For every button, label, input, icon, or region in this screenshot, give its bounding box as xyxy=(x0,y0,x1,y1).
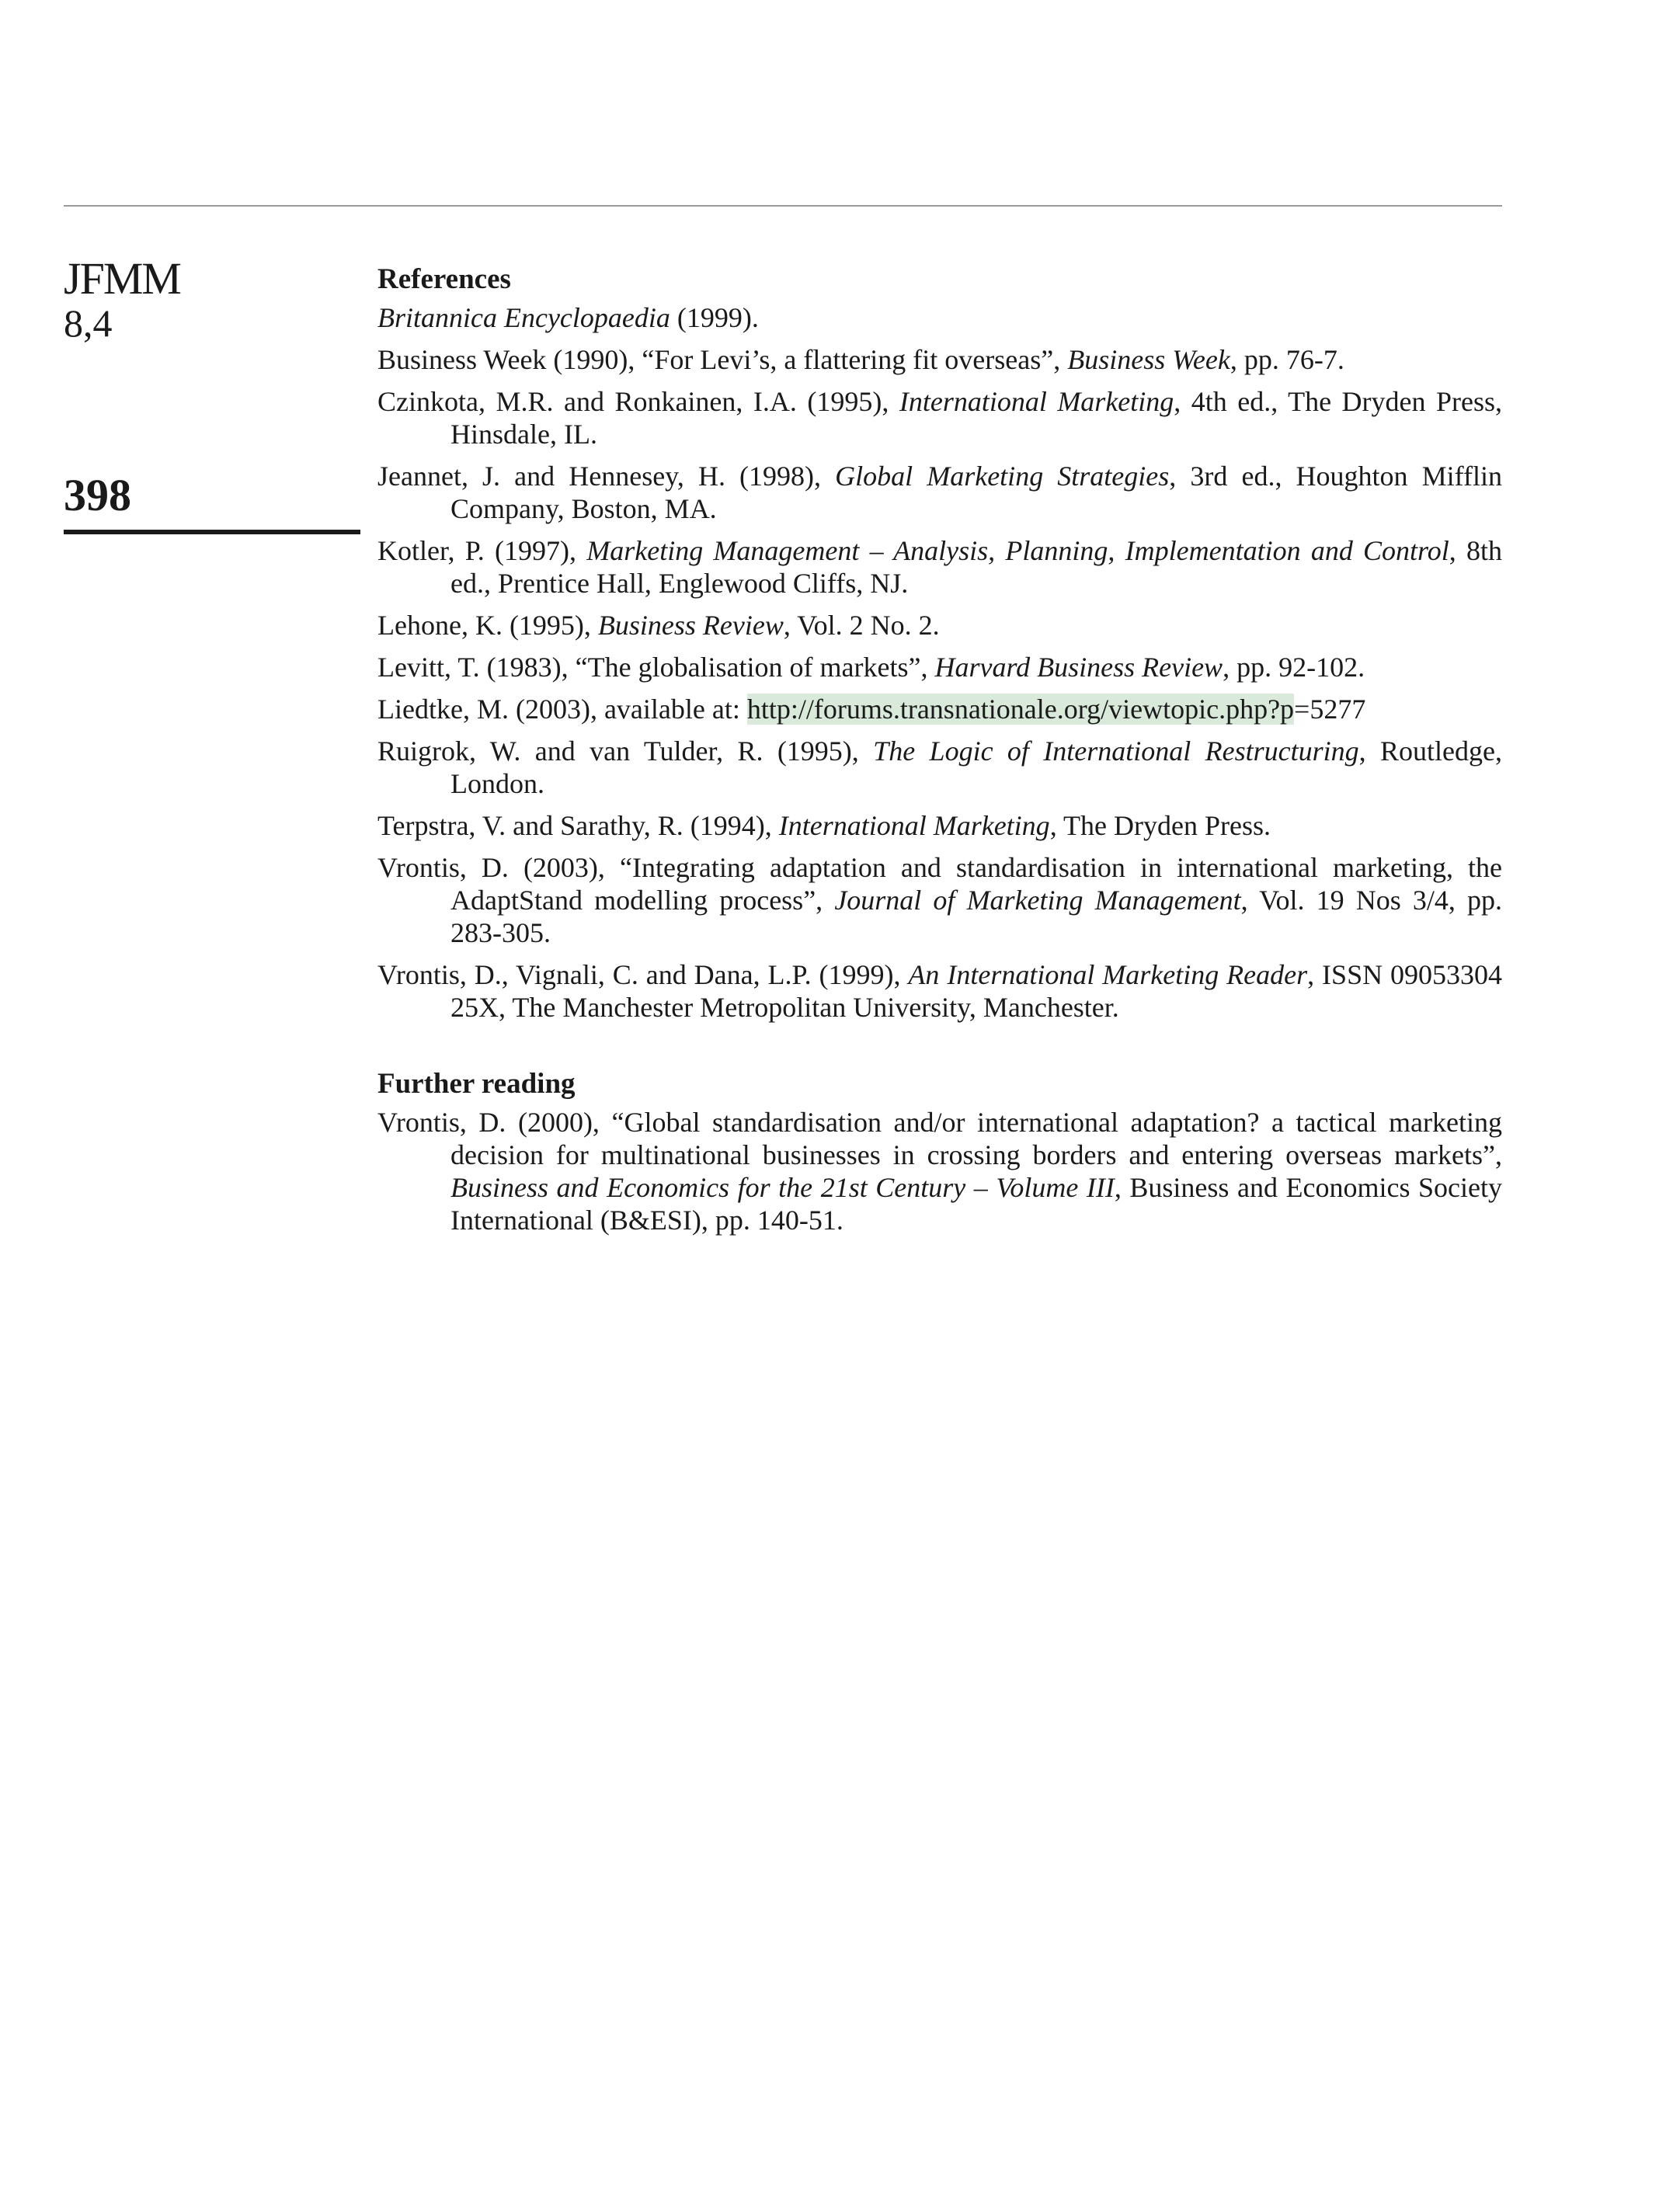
reference-text: Vrontis, D. (2000), “Global standardisation and/or international adaptation? a tactical marketing decision for multinational businesses in crossing borders and entering overseas markets”, xyxy=(377,1107,1502,1170)
further-reading-section xyxy=(377,1066,1502,1236)
reference-text: , Routledge, London. xyxy=(450,735,1502,799)
further-reading-heading: Further reading xyxy=(377,1068,576,1100)
reference-title: International Marketing xyxy=(778,810,1050,841)
reference-text: Levitt, T. (1983), “The globalisation of markets”, xyxy=(377,652,935,683)
reference-text: Kotler, P. (1997), xyxy=(377,535,587,566)
reference-text: , 4th ed., The Dryden Press, Hinsdale, IL. xyxy=(450,386,1502,450)
reference-title: An International Marketing Reader xyxy=(908,959,1308,990)
reference-entry xyxy=(377,735,1502,800)
main-content xyxy=(377,261,1502,1246)
reference-entry xyxy=(377,1106,1502,1236)
reference-entry xyxy=(377,651,1502,683)
reference-title: International Marketing xyxy=(899,386,1174,417)
reference-title: Britannica Encyclopaedia xyxy=(377,302,670,333)
journal-volume-issue: 8,4 xyxy=(64,301,113,345)
reference-entry xyxy=(377,460,1502,525)
reference-entry xyxy=(377,851,1502,949)
reference-text: Business Week (1990), “For Levi’s, a flattering fit overseas”, xyxy=(377,344,1068,375)
reference-title: Marketing Management – Analysis, Planning, Implementation and Control xyxy=(586,535,1449,566)
header-rule xyxy=(64,205,1502,207)
reference-text: Terpstra, V. and Sarathy, R. (1994), xyxy=(377,810,779,841)
reference-title: Harvard Business Review xyxy=(934,652,1223,683)
references-section xyxy=(377,261,1502,1024)
page-margin xyxy=(64,253,360,520)
reference-entry xyxy=(377,958,1502,1024)
reference-entry xyxy=(377,301,1502,334)
references-heading: References xyxy=(377,263,511,295)
reference-title: Business Week xyxy=(1067,344,1230,375)
reference-title: Global Marketing Strategies xyxy=(835,461,1170,492)
reference-title: Journal of Marketing Management xyxy=(834,885,1241,916)
reference-text: , Vol. 2 No. 2. xyxy=(783,610,940,641)
page-number-rule xyxy=(64,530,360,534)
page-number: 398 xyxy=(64,470,131,520)
reference-title: Business Review xyxy=(597,610,784,641)
further-reading-list xyxy=(377,1106,1502,1236)
reference-text: , The Dryden Press. xyxy=(1049,810,1271,841)
reference-text: , pp. 76-7. xyxy=(1230,344,1344,375)
reference-text: Vrontis, D. (2003), “Integrating adaptation and standardisation in international marketing, the AdaptStand modelling process”, xyxy=(377,852,1502,916)
reference-text: , 3rd ed., Houghton Mifflin Company, Boston, MA. xyxy=(450,461,1502,524)
reference-entry xyxy=(377,693,1502,725)
reference-entry xyxy=(377,343,1502,376)
reference-text: Vrontis, D., Vignali, C. and Dana, L.P. (1999), xyxy=(377,959,909,990)
reference-title: Business and Economics for the 21st Century – Volume III xyxy=(450,1172,1115,1203)
reference-text: , pp. 92-102. xyxy=(1223,652,1365,683)
reference-text: =5277 xyxy=(1294,694,1366,725)
reference-text: (1999). xyxy=(670,302,759,333)
reference-title: The Logic of International Restructuring xyxy=(873,735,1359,767)
reference-text: Lehone, K. (1995), xyxy=(377,610,598,641)
reference-text: , Business and Economics Society International (B&ESI), pp. 140-51. xyxy=(450,1172,1502,1236)
reference-entry xyxy=(377,385,1502,450)
reference-text: , 8th ed., Prentice Hall, Englewood Cliffs, NJ. xyxy=(450,535,1502,599)
reference-text: Liedtke, M. (2003), available at: xyxy=(377,694,747,725)
references-list xyxy=(377,301,1502,1024)
reference-url[interactable]: http://forums.transnationale.org/viewtopic.php?p xyxy=(746,694,1295,725)
reference-entry xyxy=(377,534,1502,600)
reference-entry xyxy=(377,609,1502,642)
reference-text: , ISSN 09053304 25X, The Manchester Metropolitan University, Manchester. xyxy=(450,959,1503,1023)
reference-text: Ruigrok, W. and van Tulder, R. (1995), xyxy=(377,735,874,767)
journal-code: JFMM xyxy=(64,253,180,304)
reference-text: , Vol. 19 Nos 3/4, pp. 283-305. xyxy=(450,885,1502,948)
reference-text: Czinkota, M.R. and Ronkainen, I.A. (1995), xyxy=(377,386,899,417)
reference-text: Jeannet, J. and Hennesey, H. (1998), xyxy=(377,461,836,492)
reference-entry xyxy=(377,809,1502,842)
